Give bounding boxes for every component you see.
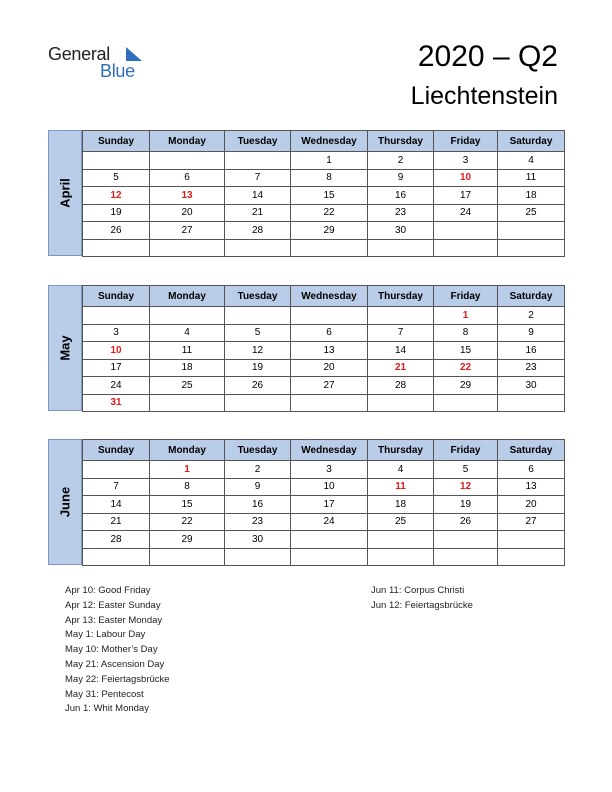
day-cell: 3 bbox=[434, 152, 498, 170]
day-cell: 24 bbox=[434, 204, 498, 222]
day-cell: 21 bbox=[83, 513, 150, 531]
day-cell: 1 bbox=[434, 307, 498, 325]
holiday-entry: Apr 10: Good Friday bbox=[65, 585, 151, 596]
day-cell: 21 bbox=[225, 204, 291, 222]
day-cell: 27 bbox=[150, 222, 225, 240]
day-cell: 19 bbox=[434, 496, 498, 514]
day-cell bbox=[291, 239, 368, 257]
month-label bbox=[48, 439, 82, 565]
day-cell: 13 bbox=[150, 187, 225, 205]
day-cell: 14 bbox=[368, 342, 434, 360]
day-cell bbox=[150, 307, 225, 325]
weekday-header: Sunday bbox=[83, 286, 150, 307]
day-cell: 10 bbox=[291, 478, 368, 496]
week-row bbox=[83, 152, 565, 170]
day-cell bbox=[83, 461, 150, 479]
day-cell: 19 bbox=[83, 204, 150, 222]
weekday-header: Friday bbox=[434, 440, 498, 461]
day-cell: 31 bbox=[83, 394, 150, 412]
day-cell: 27 bbox=[498, 513, 565, 531]
day-cell: 2 bbox=[225, 461, 291, 479]
day-cell bbox=[498, 548, 565, 566]
holiday-entry: Jun 11: Corpus Christi bbox=[371, 585, 465, 596]
day-cell: 11 bbox=[368, 478, 434, 496]
day-cell: 4 bbox=[498, 152, 565, 170]
day-cell: 18 bbox=[498, 187, 565, 205]
day-cell: 2 bbox=[368, 152, 434, 170]
day-cell: 4 bbox=[368, 461, 434, 479]
day-cell: 3 bbox=[83, 324, 150, 342]
day-cell: 8 bbox=[150, 478, 225, 496]
week-row bbox=[83, 461, 565, 479]
day-cell bbox=[291, 307, 368, 325]
weekday-header: Thursday bbox=[368, 286, 434, 307]
month-block-june bbox=[48, 439, 564, 565]
day-cell: 28 bbox=[83, 531, 150, 549]
holiday-entry: May 1: Labour Day bbox=[65, 629, 146, 641]
day-cell: 25 bbox=[498, 204, 565, 222]
weekday-header: Friday bbox=[434, 286, 498, 307]
week-row bbox=[83, 359, 565, 377]
day-cell: 24 bbox=[291, 513, 368, 531]
day-cell bbox=[368, 548, 434, 566]
day-cell: 13 bbox=[291, 342, 368, 360]
day-cell: 26 bbox=[225, 377, 291, 395]
weekday-header: Tuesday bbox=[225, 440, 291, 461]
generalblue-logo bbox=[48, 44, 158, 84]
weekday-header: Saturday bbox=[498, 131, 565, 152]
day-cell bbox=[498, 239, 565, 257]
holiday-entry: May 21: Ascension Day bbox=[65, 658, 165, 670]
day-cell: 21 bbox=[368, 359, 434, 377]
day-cell: 7 bbox=[225, 169, 291, 187]
day-cell: 17 bbox=[291, 496, 368, 514]
day-cell: 18 bbox=[150, 359, 225, 377]
week-row bbox=[83, 531, 565, 549]
day-cell bbox=[368, 531, 434, 549]
day-cell: 17 bbox=[434, 187, 498, 205]
weekday-header: Monday bbox=[150, 131, 225, 152]
day-cell: 6 bbox=[150, 169, 225, 187]
holiday-list-right bbox=[371, 584, 473, 614]
day-cell: 20 bbox=[150, 204, 225, 222]
day-cell bbox=[83, 548, 150, 566]
day-cell: 10 bbox=[434, 169, 498, 187]
month-calendar-table bbox=[82, 285, 565, 412]
day-cell: 15 bbox=[150, 496, 225, 514]
day-cell bbox=[83, 152, 150, 170]
week-row bbox=[83, 222, 565, 240]
weekday-header: Saturday bbox=[498, 440, 565, 461]
day-cell: 12 bbox=[83, 187, 150, 205]
week-row bbox=[83, 478, 565, 496]
day-cell: 25 bbox=[150, 377, 225, 395]
week-row bbox=[83, 239, 565, 257]
day-cell: 26 bbox=[434, 513, 498, 531]
weekday-header-row bbox=[83, 286, 565, 307]
holiday-entry: Jun 1: Whit Monday bbox=[65, 703, 149, 715]
day-cell: 10 bbox=[83, 342, 150, 360]
day-cell: 3 bbox=[291, 461, 368, 479]
day-cell: 6 bbox=[498, 461, 565, 479]
week-row bbox=[83, 324, 565, 342]
month-name: June bbox=[57, 486, 73, 518]
day-cell: 7 bbox=[368, 324, 434, 342]
weekday-header: Monday bbox=[150, 286, 225, 307]
day-cell bbox=[83, 239, 150, 257]
day-cell: 8 bbox=[434, 324, 498, 342]
weekday-header: Monday bbox=[150, 440, 225, 461]
day-cell: 22 bbox=[434, 359, 498, 377]
day-cell bbox=[498, 531, 565, 549]
day-cell: 14 bbox=[225, 187, 291, 205]
month-name: April bbox=[57, 178, 73, 208]
day-cell bbox=[225, 307, 291, 325]
day-cell: 16 bbox=[368, 187, 434, 205]
day-cell bbox=[434, 222, 498, 240]
day-cell bbox=[368, 307, 434, 325]
holiday-list-left bbox=[65, 584, 170, 717]
day-cell: 17 bbox=[83, 359, 150, 377]
holiday-entry: May 22: Feiertagsbrücke bbox=[65, 673, 170, 685]
day-cell: 9 bbox=[498, 324, 565, 342]
day-cell bbox=[291, 394, 368, 412]
day-cell: 25 bbox=[368, 513, 434, 531]
week-row bbox=[83, 377, 565, 395]
day-cell bbox=[225, 394, 291, 412]
day-cell: 29 bbox=[291, 222, 368, 240]
day-cell: 24 bbox=[83, 377, 150, 395]
holiday-entry: Apr 13: Easter Monday bbox=[65, 614, 163, 626]
country-name: Liechtenstein bbox=[410, 82, 558, 110]
day-cell: 12 bbox=[434, 478, 498, 496]
day-cell: 23 bbox=[225, 513, 291, 531]
weekday-header: Sunday bbox=[83, 440, 150, 461]
holiday-entry: May 10: Mother’s Day bbox=[65, 644, 158, 656]
day-cell bbox=[225, 239, 291, 257]
week-row bbox=[83, 548, 565, 566]
month-name: May bbox=[57, 335, 73, 361]
day-cell bbox=[434, 548, 498, 566]
day-cell bbox=[150, 548, 225, 566]
day-cell bbox=[434, 531, 498, 549]
day-cell: 11 bbox=[150, 342, 225, 360]
day-cell: 23 bbox=[498, 359, 565, 377]
week-row bbox=[83, 496, 565, 514]
weekday-header-row bbox=[83, 131, 565, 152]
day-cell bbox=[434, 394, 498, 412]
weekday-header: Friday bbox=[434, 131, 498, 152]
day-cell: 22 bbox=[150, 513, 225, 531]
weekday-header: Thursday bbox=[368, 131, 434, 152]
day-cell: 1 bbox=[291, 152, 368, 170]
day-cell: 15 bbox=[434, 342, 498, 360]
logo-triangle-icon bbox=[126, 47, 142, 61]
day-cell: 30 bbox=[498, 377, 565, 395]
month-calendar-table bbox=[82, 439, 565, 566]
week-row bbox=[83, 513, 565, 531]
day-cell: 6 bbox=[291, 324, 368, 342]
day-cell bbox=[368, 239, 434, 257]
month-block-may bbox=[48, 285, 564, 411]
day-cell bbox=[498, 222, 565, 240]
day-cell bbox=[150, 239, 225, 257]
holiday-entry: Jun 12: Feiertagsbrücke bbox=[371, 599, 473, 611]
week-row bbox=[83, 204, 565, 222]
day-cell: 15 bbox=[291, 187, 368, 205]
day-cell: 20 bbox=[291, 359, 368, 377]
day-cell: 23 bbox=[368, 204, 434, 222]
day-cell: 13 bbox=[498, 478, 565, 496]
day-cell: 11 bbox=[498, 169, 565, 187]
day-cell bbox=[368, 394, 434, 412]
logo-word-general: General bbox=[48, 44, 110, 64]
day-cell: 18 bbox=[368, 496, 434, 514]
day-cell: 16 bbox=[498, 342, 565, 360]
week-row bbox=[83, 342, 565, 360]
day-cell: 9 bbox=[368, 169, 434, 187]
day-cell: 9 bbox=[225, 478, 291, 496]
weekday-header: Saturday bbox=[498, 286, 565, 307]
month-label bbox=[48, 285, 82, 411]
day-cell: 5 bbox=[83, 169, 150, 187]
day-cell bbox=[225, 152, 291, 170]
month-calendar-table bbox=[82, 130, 565, 257]
day-cell bbox=[434, 239, 498, 257]
day-cell: 22 bbox=[291, 204, 368, 222]
weekday-header: Wednesday bbox=[291, 131, 368, 152]
day-cell: 29 bbox=[150, 531, 225, 549]
day-cell: 14 bbox=[83, 496, 150, 514]
week-row bbox=[83, 307, 565, 325]
day-cell: 20 bbox=[498, 496, 565, 514]
page-title: 2020 – Q2 bbox=[417, 40, 558, 73]
week-row bbox=[83, 169, 565, 187]
day-cell: 2 bbox=[498, 307, 565, 325]
month-label bbox=[48, 130, 82, 256]
day-cell bbox=[150, 152, 225, 170]
day-cell: 29 bbox=[434, 377, 498, 395]
day-cell: 7 bbox=[83, 478, 150, 496]
week-row bbox=[83, 187, 565, 205]
weekday-header: Wednesday bbox=[291, 440, 368, 461]
day-cell bbox=[225, 548, 291, 566]
day-cell: 1 bbox=[150, 461, 225, 479]
weekday-header-row bbox=[83, 440, 565, 461]
day-cell: 4 bbox=[150, 324, 225, 342]
day-cell bbox=[150, 394, 225, 412]
holiday-entry: Apr 12: Easter Sunday bbox=[65, 599, 161, 611]
day-cell: 26 bbox=[83, 222, 150, 240]
logo-word-blue: Blue bbox=[100, 61, 135, 81]
day-cell: 8 bbox=[291, 169, 368, 187]
weekday-header: Wednesday bbox=[291, 286, 368, 307]
weekday-header: Tuesday bbox=[225, 131, 291, 152]
day-cell bbox=[498, 394, 565, 412]
day-cell: 27 bbox=[291, 377, 368, 395]
day-cell: 19 bbox=[225, 359, 291, 377]
month-block-april bbox=[48, 130, 564, 256]
day-cell bbox=[83, 307, 150, 325]
weekday-header: Thursday bbox=[368, 440, 434, 461]
weekday-header: Tuesday bbox=[225, 286, 291, 307]
day-cell: 30 bbox=[368, 222, 434, 240]
holiday-entry: May 31: Pentecost bbox=[65, 688, 144, 700]
day-cell: 28 bbox=[368, 377, 434, 395]
day-cell bbox=[291, 531, 368, 549]
day-cell: 5 bbox=[434, 461, 498, 479]
day-cell: 30 bbox=[225, 531, 291, 549]
weekday-header: Sunday bbox=[83, 131, 150, 152]
day-cell: 16 bbox=[225, 496, 291, 514]
day-cell: 28 bbox=[225, 222, 291, 240]
day-cell: 12 bbox=[225, 342, 291, 360]
day-cell bbox=[291, 548, 368, 566]
week-row bbox=[83, 394, 565, 412]
day-cell: 5 bbox=[225, 324, 291, 342]
